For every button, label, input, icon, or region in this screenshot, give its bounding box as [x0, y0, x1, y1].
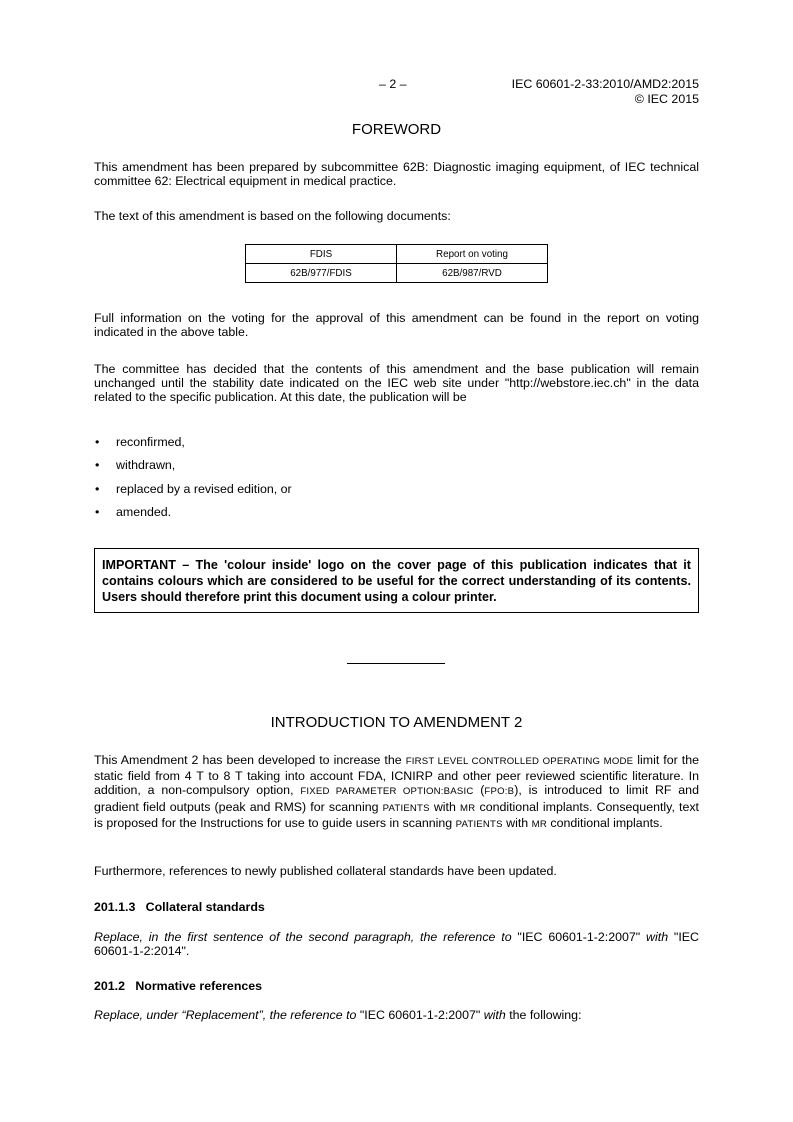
list-item: • replaced by a revised edition, or — [94, 480, 292, 503]
copyright: © IEC 2015 — [634, 92, 699, 106]
table-header-row — [246, 245, 548, 264]
list-item: • reconfirmed, — [94, 433, 292, 456]
table-cell: 62B/977/FDIS — [246, 264, 397, 283]
instruction-text: Replace, under “Replacement”, the reference to — [94, 1008, 360, 1022]
defined-term: PATIENTS — [382, 802, 430, 814]
section-divider — [347, 663, 445, 664]
section-201-2-instruction — [94, 1008, 699, 1022]
page-number: – 2 – — [379, 77, 407, 91]
table-header-cell: FDIS — [246, 245, 397, 264]
foreword-title: FOREWORD — [351, 121, 442, 138]
defined-term: FPO:B — [484, 786, 515, 798]
text-run: ), is introduced to limit RF and gradient field outputs (peak and RMS) for scanning — [94, 783, 699, 814]
text-run: with — [502, 815, 532, 830]
reference-text: "IEC 60601-1-2:2007" — [359, 1008, 484, 1022]
defined-term: PATIENTS — [455, 818, 503, 830]
foreword-paragraph-2: The text of this amendment is based on the following documents: — [94, 209, 451, 223]
instruction-text: with — [646, 930, 674, 944]
text-run: conditional implants. Consequently, text is proposed for the Instructions for use to guide users in scanning — [94, 799, 699, 830]
foreword-paragraph-3: Full information on the voting for the approval of this amendment can be found in the report on voting indicated in the above table. — [94, 311, 699, 340]
text-run: with — [429, 799, 461, 814]
reference-text: "IEC 60601-1-2:2014". — [94, 930, 699, 959]
voting-table — [245, 244, 548, 283]
defined-term: FIRST LEVEL CONTROLLED OPERATING MODE — [405, 756, 634, 767]
important-notice-box: IMPORTANT – The 'colour inside' logo on the cover page of this publication indicates that it contains colours which are considered to be useful for the correct understanding of its contents. Users should therefore print this document using a colour printer. — [94, 548, 699, 613]
section-heading-201-1-3: 201.1.3 Collateral standards — [94, 900, 265, 914]
defined-term: MR — [531, 818, 547, 830]
table-cell: 62B/987/RVD — [397, 264, 548, 283]
table-header-cell: Report on voting — [397, 245, 548, 264]
foreword-paragraph-4: The committee has decided that the contents of this amendment and the base publication will remain unchanged until the stability date indicated on the IEC web site under "http://webstore.iec.ch" in the data related to the specific publication. At this date, the publication will be — [94, 362, 699, 405]
table-row — [246, 264, 548, 283]
list-item: • amended. — [94, 503, 292, 526]
reference-text: the following: — [509, 1008, 582, 1022]
defined-term: MR — [460, 802, 476, 814]
introduction-paragraph-1 — [94, 753, 699, 832]
text-run: This Amendment 2 has been developed to increase the — [94, 753, 406, 767]
text-run: conditional implants. — [546, 815, 663, 830]
instruction-text: Replace, in the first sentence of the second paragraph, the reference to — [94, 930, 518, 944]
introduction-title: INTRODUCTION TO AMENDMENT 2 — [270, 714, 523, 731]
section-heading-201-2: 201.2 Normative references — [94, 979, 263, 993]
section-201-1-3-instruction — [94, 930, 699, 958]
instruction-text: with — [483, 1008, 510, 1022]
bullet-list — [94, 433, 292, 526]
introduction-paragraph-2: Furthermore, references to newly published collateral standards have been updated. — [94, 864, 557, 878]
document-id: IEC 60601-2-33:2010/AMD2:2015 — [511, 77, 699, 91]
foreword-paragraph-1: This amendment has been prepared by subcommittee 62B: Diagnostic imaging equipment, of IEC technical committee 62: Electrical equipment in medical practice. — [94, 160, 699, 189]
reference-text: "IEC 60601-1-2:2007" — [517, 930, 647, 944]
text-run: limit for the static field from 4 T to 8 T taking into account FDA, ICNIRP and other peer reviewed scientific literature. In addition, a non-compulsory option, — [94, 753, 699, 798]
defined-term: FIXED PARAMETER OPTION:BASIC — [300, 786, 474, 798]
text-run: ( — [473, 783, 485, 798]
list-item: • withdrawn, — [94, 456, 292, 479]
